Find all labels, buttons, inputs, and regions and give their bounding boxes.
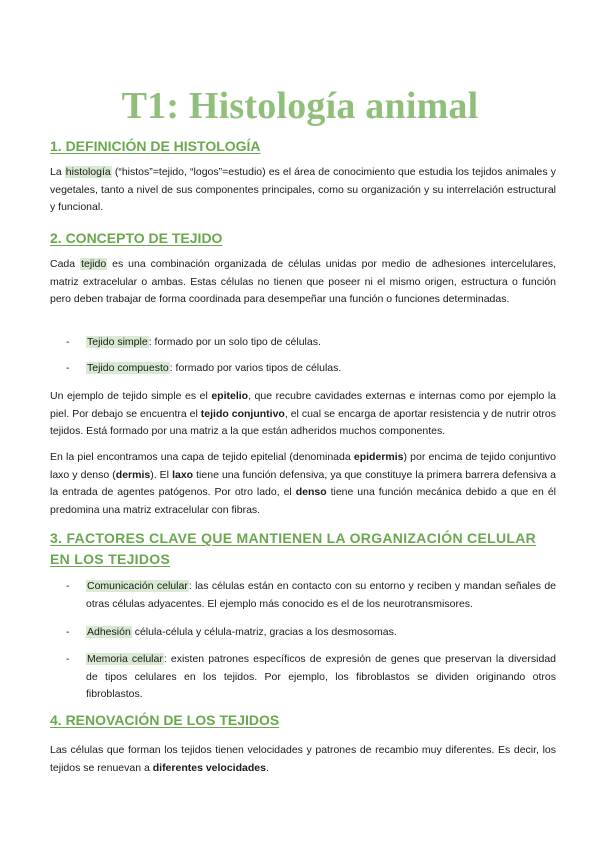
highlighted-term: Comunicación celular xyxy=(87,580,188,592)
bold-term: tejido conjuntivo xyxy=(200,407,285,420)
bold-term: diferentes velocidades xyxy=(152,761,266,774)
section-4-paragraph xyxy=(50,742,556,777)
text-run: : formado por un solo tipo de células. xyxy=(148,336,321,348)
list-bullet: - xyxy=(66,653,70,665)
text-run: La xyxy=(50,166,65,178)
bold-term: epidermis xyxy=(353,451,404,463)
text-run: Un ejemplo de tejido simple es el xyxy=(50,390,212,402)
highlighted-term: Memoria celular xyxy=(87,653,163,665)
page-title: T1: Histología animal xyxy=(121,85,479,127)
text-run: tiene una función mecánica debido a que en él predomina una matriz extracelular con fibras. xyxy=(50,486,556,516)
list-bullet: - xyxy=(66,336,70,348)
section-1-paragraph xyxy=(50,164,556,217)
text-run: Las células que forman los tejidos tienen velocidades y patrones de recambio muy diferentes. Es decir, los tejidos se renuevan a xyxy=(50,744,556,774)
section-2-paragraph-1 xyxy=(50,256,556,309)
list-item xyxy=(66,578,556,613)
highlighted-term: Tejido simple xyxy=(87,336,148,348)
text-run: ). El xyxy=(150,468,173,481)
text-run: (“histos”=tejido, “logos”=estudio) es el área de conocimiento que estudia los tejidos animales y vegetales, tanto a nivel de sus componentes principales, como su organización y su interrelación estructural y funcional. xyxy=(50,166,556,213)
text-run: célula-célula y célula-matriz, gracias a los desmosomas. xyxy=(131,626,397,638)
highlighted-term: Adhesión xyxy=(87,626,131,638)
section-4-heading: 4. RENOVACIÓN DE LOS TEJIDOS xyxy=(50,712,280,728)
text-run: es una combinación organizada de células unidas por medio de adhesiones intercelulares, matriz extracelular o ambas. Estas células no tienen que poseer ni el mismo origen, estructura o función pero deben trabajar de forma coordinada para desempeñar una función o funciones determinadas. xyxy=(50,258,556,305)
text-run: : las células están en contacto con su entorno y reciben y mandan señales de otras células adyacentes. El ejemplo más conocido es el de los neurotransmisores. xyxy=(86,580,556,610)
section-2-paragraph-2 xyxy=(50,388,556,441)
list-item xyxy=(66,624,556,642)
text-run: : formado por varios tipos de células. xyxy=(169,362,342,374)
section-1-heading: 1. DEFINICIÓN DE HISTOLOGÍA xyxy=(50,138,261,154)
text-run: . xyxy=(265,761,269,774)
section-2-paragraph-3 xyxy=(50,449,556,519)
list-bullet: - xyxy=(66,626,70,638)
list-bullet: - xyxy=(66,580,70,592)
list-item xyxy=(66,651,556,704)
text-run: : existen patrones específicos de expresión de genes que preservan la diversidad de tipos celulares en los tejidos. Por ejemplo, los fibroblastos se dividen originando otros fibroblastos. xyxy=(86,653,556,700)
list-item xyxy=(66,360,556,378)
bold-term: dermis xyxy=(115,468,151,481)
text-run: En la piel encontramos una capa de tejido epitelial (denominada xyxy=(50,451,354,463)
highlighted-term: tejido xyxy=(81,258,107,270)
text-run: , que recubre cavidades externas e internas como por ejemplo la piel. Por debajo se encuentra el xyxy=(50,390,556,420)
bold-term: laxo xyxy=(172,468,194,481)
bold-term: epitelio xyxy=(211,390,249,402)
text-run: tiene una función defensiva, ya que constituye la primera barrera defensiva a la entrada de agentes patógenos. Por otro lado, el xyxy=(50,468,556,498)
text-run: Cada xyxy=(50,258,81,270)
text-run: , el cual se encarga de aportar resistencia y de nutrir otros tejidos. Está formado por una matriz a la que están adheridos muchos componentes. xyxy=(50,407,556,437)
section-3-heading: 3. FACTORES CLAVE QUE MANTIENEN LA ORGANIZACIÓN CELULAR EN LOS TEJIDOS xyxy=(50,530,537,567)
list-item xyxy=(66,334,556,352)
list-bullet: - xyxy=(66,362,70,374)
text-run: ) por encima de tejido conjuntivo laxo y denso ( xyxy=(50,451,557,481)
highlighted-term: Tejido compuesto xyxy=(87,362,169,374)
section-2-heading: 2. CONCEPTO DE TEJIDO xyxy=(50,230,223,246)
bold-term: denso xyxy=(295,486,327,498)
highlighted-term: histología xyxy=(65,166,111,178)
